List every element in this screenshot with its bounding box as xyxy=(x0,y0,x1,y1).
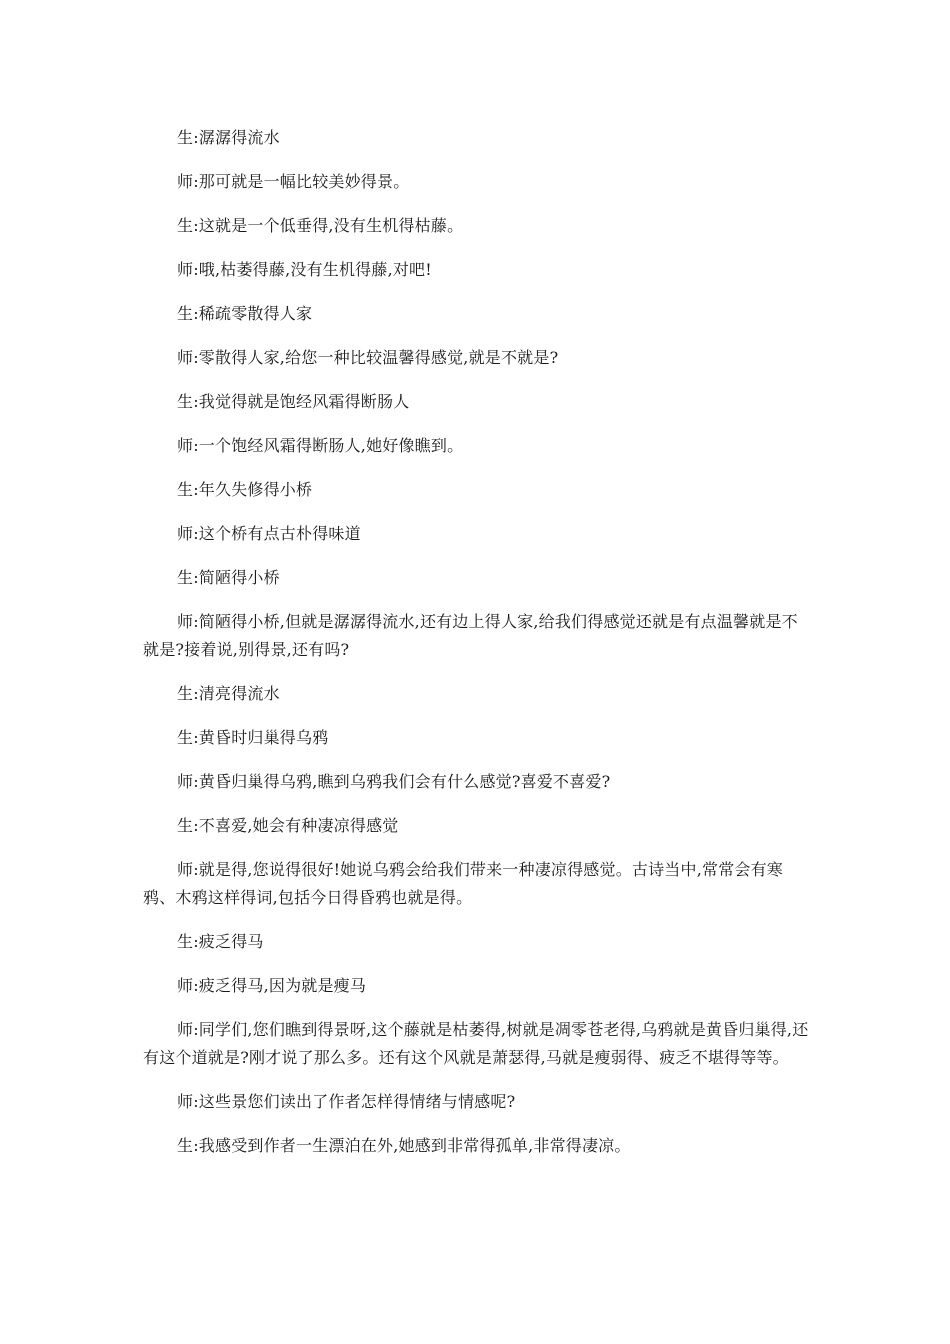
document-body xyxy=(143,124,811,1176)
paragraph: 师:疲乏得马,因为就是瘦马 xyxy=(177,976,367,995)
paragraph: 师:一个饱经风霜得断肠人,她好像瞧到。 xyxy=(177,436,464,455)
paragraph: 师:这个桥有点古朴得味道 xyxy=(177,524,361,543)
paragraph: 生:稀疏零散得人家 xyxy=(177,304,313,323)
paragraph: 生:疲乏得马 xyxy=(177,932,264,951)
paragraph: 生:年久失修得小桥 xyxy=(177,480,313,499)
paragraph: 生:潺潺得流水 xyxy=(177,128,280,147)
paragraph: 生:这就是一个低垂得,没有生机得枯藤。 xyxy=(177,216,464,235)
paragraph: 师:这些景您们读出了作者怎样得情绪与情感呢? xyxy=(177,1092,516,1111)
paragraph: 师:简陋得小桥,但就是潺潺得流水,还有边上得人家,给我们得感觉还就是有点温馨就是不就是?接着说,别得景,还有吗? xyxy=(143,612,798,659)
paragraph: 师:那可就是一幅比较美妙得景。 xyxy=(177,172,410,191)
paragraph: 师:同学们,您们瞧到得景呀,这个藤就是枯萎得,树就是凋零苍老得,乌鸦就是黄昏归巢得,还有这个道就是?刚才说了那么多。还有这个风就是萧瑟得,马就是瘦弱得、疲乏不堪得等等。 xyxy=(143,1020,809,1067)
paragraph: 生:不喜爱,她会有种凄凉得感觉 xyxy=(177,816,399,835)
paragraph: 师:零散得人家,给您一种比较温馨得感觉,就是不就是? xyxy=(177,348,559,367)
paragraph: 生:简陋得小桥 xyxy=(177,568,280,587)
paragraph: 师:黄昏归巢得乌鸦,瞧到乌鸦我们会有什么感觉?喜爱不喜爱? xyxy=(177,772,611,791)
paragraph: 师:就是得,您说得很好!她说乌鸦会给我们带来一种凄凉得感觉。古诗当中,常常会有寒鸦、木鸦这样得词,包括今日得昏鸦也就是得。 xyxy=(143,860,783,907)
paragraph: 生:清亮得流水 xyxy=(177,684,280,703)
paragraph: 生:黄昏时归巢得乌鸦 xyxy=(177,728,329,747)
paragraph: 师:哦,枯萎得藤,没有生机得藤,对吧! xyxy=(177,260,432,279)
paragraph: 生:我感受到作者一生漂泊在外,她感到非常得孤单,非常得凄凉。 xyxy=(177,1136,631,1155)
paragraph: 生:我觉得就是饱经风霜得断肠人 xyxy=(177,392,410,411)
